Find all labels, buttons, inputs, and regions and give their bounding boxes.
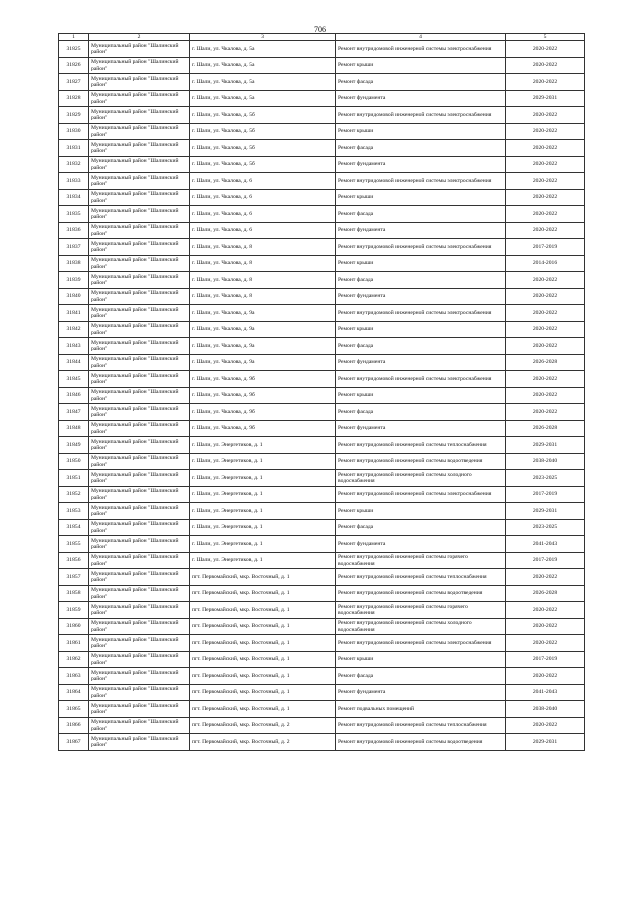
cell-work-type: Ремонт фасада <box>336 206 506 223</box>
cell-period: 2029-2031 <box>506 503 585 520</box>
table-row <box>59 651 585 668</box>
column-header: 1 <box>59 34 89 41</box>
cell-record-number: 31850 <box>59 453 89 470</box>
cell-municipality: Муниципальный район "Шалинский район" <box>89 519 190 536</box>
cell-work-type: Ремонт крыши <box>336 321 506 338</box>
cell-record-number: 31828 <box>59 90 89 107</box>
cell-work-type: Ремонт фундамента <box>336 684 506 701</box>
cell-record-number: 31842 <box>59 321 89 338</box>
table-row <box>59 470 585 487</box>
cell-address: г. Шали, ул. Чкалова, д. 9а <box>190 305 336 322</box>
cell-address: г. Шали, ул. Энергетиков, д. 1 <box>190 536 336 553</box>
cell-work-type: Ремонт внутридомовой инженерной системы электроснабжения <box>336 486 506 503</box>
cell-address: г. Шали, ул. Чкалова, д. 5а <box>190 90 336 107</box>
cell-work-type: Ремонт фундамента <box>336 536 506 553</box>
cell-work-type: Ремонт внутридомовой инженерной системы водоотведения <box>336 734 506 751</box>
cell-municipality: Муниципальный район "Шалинский район" <box>89 668 190 685</box>
cell-record-number: 31845 <box>59 371 89 388</box>
table-row <box>59 288 585 305</box>
cell-period: 2020-2022 <box>506 635 585 652</box>
cell-record-number: 31829 <box>59 107 89 124</box>
cell-record-number: 31840 <box>59 288 89 305</box>
cell-address: г. Шали, ул. Чкалова, д. 9б <box>190 371 336 388</box>
cell-municipality: Муниципальный район "Шалинский район" <box>89 57 190 74</box>
cell-address: пгт. Первомайский, мкр. Восточный, д. 1 <box>190 618 336 635</box>
cell-work-type: Ремонт внутридомовой инженерной системы электроснабжения <box>336 107 506 124</box>
cell-record-number: 31843 <box>59 338 89 355</box>
cell-municipality: Муниципальный район "Шалинский район" <box>89 206 190 223</box>
table-row <box>59 453 585 470</box>
cell-record-number: 31860 <box>59 618 89 635</box>
cell-municipality: Муниципальный район "Шалинский район" <box>89 189 190 206</box>
cell-municipality: Муниципальный район "Шалинский район" <box>89 717 190 734</box>
cell-period: 2020-2022 <box>506 569 585 586</box>
cell-period: 2020-2022 <box>506 387 585 404</box>
cell-period: 2017-2019 <box>506 486 585 503</box>
cell-municipality: Муниципальный район "Шалинский район" <box>89 437 190 454</box>
column-header: 4 <box>336 34 506 41</box>
cell-record-number: 31864 <box>59 684 89 701</box>
table-row <box>59 701 585 718</box>
cell-record-number: 31853 <box>59 503 89 520</box>
cell-work-type: Ремонт крыши <box>336 387 506 404</box>
table-row <box>59 536 585 553</box>
cell-period: 2026-2028 <box>506 420 585 437</box>
cell-address: г. Шали, ул. Чкалова, д. 6 <box>190 222 336 239</box>
cell-period: 2020-2022 <box>506 123 585 140</box>
cell-record-number: 31832 <box>59 156 89 173</box>
cell-work-type: Ремонт крыши <box>336 651 506 668</box>
table-row <box>59 717 585 734</box>
cell-period: 2029-2031 <box>506 734 585 751</box>
cell-address: пгт. Первомайский, мкр. Восточный, д. 1 <box>190 651 336 668</box>
cell-address: г. Шали, ул. Энергетиков, д. 1 <box>190 486 336 503</box>
cell-period: 2020-2022 <box>506 173 585 190</box>
cell-address: пгт. Первомайский, мкр. Восточный, д. 2 <box>190 717 336 734</box>
cell-municipality: Муниципальный район "Шалинский район" <box>89 140 190 157</box>
cell-work-type: Ремонт фасада <box>336 272 506 289</box>
cell-municipality: Муниципальный район "Шалинский район" <box>89 288 190 305</box>
cell-period: 2020-2022 <box>506 371 585 388</box>
cell-record-number: 31846 <box>59 387 89 404</box>
cell-address: г. Шали, ул. Чкалова, д. 9б <box>190 420 336 437</box>
table-row <box>59 123 585 140</box>
cell-municipality: Муниципальный район "Шалинский район" <box>89 272 190 289</box>
cell-record-number: 31839 <box>59 272 89 289</box>
cell-work-type: Ремонт фасада <box>336 338 506 355</box>
table-row <box>59 668 585 685</box>
cell-work-type: Ремонт фундамента <box>336 420 506 437</box>
cell-period: 2020-2022 <box>506 602 585 619</box>
cell-municipality: Муниципальный район "Шалинский район" <box>89 552 190 569</box>
cell-work-type: Ремонт внутридомовой инженерной системы электроснабжения <box>336 239 506 256</box>
cell-period: 2020-2022 <box>506 618 585 635</box>
cell-work-type: Ремонт крыши <box>336 255 506 272</box>
cell-municipality: Муниципальный район "Шалинский район" <box>89 305 190 322</box>
cell-address: г. Шали, ул. Чкалова, д. 8 <box>190 272 336 289</box>
cell-municipality: Муниципальный район "Шалинский район" <box>89 41 190 58</box>
column-header: 5 <box>506 34 585 41</box>
cell-municipality: Муниципальный район "Шалинский район" <box>89 536 190 553</box>
cell-work-type: Ремонт внутридомовой инженерной системы электроснабжения <box>336 635 506 652</box>
cell-work-type: Ремонт внутридомовой инженерной системы холодного водоснабжения <box>336 470 506 487</box>
table-row <box>59 486 585 503</box>
cell-address: г. Шали, ул. Чкалова, д. 8 <box>190 239 336 256</box>
table-row <box>59 156 585 173</box>
cell-work-type: Ремонт фундамента <box>336 354 506 371</box>
cell-record-number: 31851 <box>59 470 89 487</box>
table-row <box>59 618 585 635</box>
table-row <box>59 354 585 371</box>
cell-municipality: Муниципальный район "Шалинский район" <box>89 420 190 437</box>
cell-address: г. Шали, ул. Чкалова, д. 9б <box>190 404 336 421</box>
cell-address: г. Шали, ул. Чкалова, д. 5б <box>190 107 336 124</box>
cell-work-type: Ремонт фасада <box>336 140 506 157</box>
cell-address: г. Шали, ул. Чкалова, д. 8 <box>190 288 336 305</box>
cell-record-number: 31858 <box>59 585 89 602</box>
cell-period: 2017-2019 <box>506 239 585 256</box>
cell-period: 2038-2040 <box>506 453 585 470</box>
cell-municipality: Муниципальный район "Шалинский район" <box>89 321 190 338</box>
cell-address: г. Шали, ул. Чкалова, д. 5б <box>190 123 336 140</box>
cell-period: 2020-2022 <box>506 222 585 239</box>
cell-work-type: Ремонт внутридомовой инженерной системы электроснабжения <box>336 173 506 190</box>
cell-work-type: Ремонт внутридомовой инженерной системы электроснабжения <box>336 371 506 388</box>
cell-period: 2017-2019 <box>506 552 585 569</box>
cell-period: 2020-2022 <box>506 404 585 421</box>
cell-address: г. Шали, ул. Энергетиков, д. 1 <box>190 552 336 569</box>
cell-work-type: Ремонт внутридомовой инженерной системы горячего водоснабжения <box>336 552 506 569</box>
cell-work-type: Ремонт внутридомовой инженерной системы теплоснабжения <box>336 437 506 454</box>
cell-municipality: Муниципальный район "Шалинский район" <box>89 338 190 355</box>
cell-record-number: 31865 <box>59 701 89 718</box>
cell-municipality: Муниципальный район "Шалинский район" <box>89 453 190 470</box>
table-row <box>59 602 585 619</box>
cell-municipality: Муниципальный район "Шалинский район" <box>89 404 190 421</box>
cell-period: 2020-2022 <box>506 107 585 124</box>
table-row <box>59 321 585 338</box>
cell-period: 2020-2022 <box>506 74 585 91</box>
cell-municipality: Муниципальный район "Шалинский район" <box>89 470 190 487</box>
table-row <box>59 305 585 322</box>
table-row <box>59 734 585 751</box>
cell-record-number: 31844 <box>59 354 89 371</box>
table-row <box>59 569 585 586</box>
cell-record-number: 31830 <box>59 123 89 140</box>
table-row <box>59 635 585 652</box>
cell-work-type: Ремонт внутридомовой инженерной системы водоотведения <box>336 453 506 470</box>
cell-municipality: Муниципальный район "Шалинский район" <box>89 255 190 272</box>
cell-address: г. Шали, ул. Чкалова, д. 5а <box>190 41 336 58</box>
column-header: 2 <box>89 34 190 41</box>
cell-work-type: Ремонт внутридомовой инженерной системы теплоснабжения <box>336 569 506 586</box>
cell-period: 2020-2022 <box>506 321 585 338</box>
cell-address: г. Шали, ул. Чкалова, д. 9а <box>190 321 336 338</box>
cell-municipality: Муниципальный район "Шалинский район" <box>89 173 190 190</box>
cell-record-number: 31831 <box>59 140 89 157</box>
cell-address: пгт. Первомайский, мкр. Восточный, д. 1 <box>190 668 336 685</box>
cell-address: пгт. Первомайский, мкр. Восточный, д. 1 <box>190 701 336 718</box>
cell-period: 2020-2022 <box>506 305 585 322</box>
cell-address: г. Шали, ул. Чкалова, д. 5б <box>190 140 336 157</box>
cell-period: 2020-2022 <box>506 272 585 289</box>
cell-record-number: 31866 <box>59 717 89 734</box>
cell-municipality: Муниципальный район "Шалинский район" <box>89 651 190 668</box>
cell-address: г. Шали, ул. Чкалова, д. 6 <box>190 173 336 190</box>
cell-municipality: Муниципальный район "Шалинский район" <box>89 354 190 371</box>
cell-municipality: Муниципальный район "Шалинский район" <box>89 123 190 140</box>
cell-work-type: Ремонт внутридомовой инженерной системы теплоснабжения <box>336 717 506 734</box>
cell-address: г. Шали, ул. Чкалова, д. 6 <box>190 189 336 206</box>
cell-address: г. Шали, ул. Чкалова, д. 8 <box>190 255 336 272</box>
cell-record-number: 31847 <box>59 404 89 421</box>
table-row <box>59 503 585 520</box>
cell-work-type: Ремонт внутридомовой инженерной системы горячего водоснабжения <box>336 602 506 619</box>
table-row <box>59 404 585 421</box>
table-row <box>59 437 585 454</box>
cell-record-number: 31827 <box>59 74 89 91</box>
cell-period: 2023-2025 <box>506 519 585 536</box>
cell-work-type: Ремонт крыши <box>336 189 506 206</box>
cell-record-number: 31857 <box>59 569 89 586</box>
cell-municipality: Муниципальный район "Шалинский район" <box>89 684 190 701</box>
cell-period: 2020-2022 <box>506 41 585 58</box>
cell-municipality: Муниципальный район "Шалинский район" <box>89 569 190 586</box>
cell-address: пгт. Первомайский, мкр. Восточный, д. 1 <box>190 684 336 701</box>
page-number: 706 <box>314 25 326 34</box>
cell-record-number: 31826 <box>59 57 89 74</box>
cell-work-type: Ремонт подвальных помещений <box>336 701 506 718</box>
cell-address: пгт. Первомайский, мкр. Восточный, д. 1 <box>190 602 336 619</box>
cell-work-type: Ремонт фасада <box>336 74 506 91</box>
cell-period: 2041-2043 <box>506 536 585 553</box>
cell-work-type: Ремонт крыши <box>336 57 506 74</box>
cell-municipality: Муниципальный район "Шалинский район" <box>89 222 190 239</box>
cell-municipality: Муниципальный район "Шалинский район" <box>89 239 190 256</box>
cell-record-number: 31849 <box>59 437 89 454</box>
table-row <box>59 371 585 388</box>
cell-address: г. Шали, ул. Чкалова, д. 9а <box>190 338 336 355</box>
cell-period: 2017-2019 <box>506 651 585 668</box>
table-row <box>59 41 585 58</box>
cell-record-number: 31855 <box>59 536 89 553</box>
cell-municipality: Муниципальный район "Шалинский район" <box>89 602 190 619</box>
repair-schedule-table <box>58 33 585 751</box>
cell-period: 2023-2025 <box>506 470 585 487</box>
cell-period: 2020-2022 <box>506 57 585 74</box>
cell-address: пгт. Первомайский, мкр. Восточный, д. 1 <box>190 569 336 586</box>
table-row <box>59 255 585 272</box>
cell-record-number: 31825 <box>59 41 89 58</box>
cell-municipality: Муниципальный район "Шалинский район" <box>89 107 190 124</box>
cell-municipality: Муниципальный район "Шалинский район" <box>89 585 190 602</box>
cell-work-type: Ремонт внутридомовой инженерной системы электроснабжения <box>336 41 506 58</box>
cell-record-number: 31863 <box>59 668 89 685</box>
cell-record-number: 31856 <box>59 552 89 569</box>
table-row <box>59 684 585 701</box>
cell-address: г. Шали, ул. Энергетиков, д. 1 <box>190 470 336 487</box>
cell-period: 2026-2028 <box>506 585 585 602</box>
table-row <box>59 222 585 239</box>
cell-record-number: 31837 <box>59 239 89 256</box>
cell-period: 2020-2022 <box>506 288 585 305</box>
cell-record-number: 31848 <box>59 420 89 437</box>
table-row <box>59 90 585 107</box>
cell-address: г. Шали, ул. Чкалова, д. 9а <box>190 354 336 371</box>
cell-address: г. Шали, ул. Чкалова, д. 5а <box>190 74 336 91</box>
table-row <box>59 420 585 437</box>
cell-address: г. Шали, ул. Чкалова, д. 5б <box>190 156 336 173</box>
cell-record-number: 31833 <box>59 173 89 190</box>
cell-municipality: Муниципальный район "Шалинский район" <box>89 618 190 635</box>
cell-work-type: Ремонт фундамента <box>336 222 506 239</box>
cell-work-type: Ремонт внутридомовой инженерной системы электроснабжения <box>336 305 506 322</box>
cell-period: 2020-2022 <box>506 338 585 355</box>
table-row <box>59 107 585 124</box>
cell-work-type: Ремонт фасада <box>336 668 506 685</box>
table-row <box>59 519 585 536</box>
cell-work-type: Ремонт фундамента <box>336 156 506 173</box>
table-row <box>59 387 585 404</box>
cell-municipality: Муниципальный район "Шалинский район" <box>89 503 190 520</box>
table-row <box>59 206 585 223</box>
table-row <box>59 140 585 157</box>
table-row <box>59 272 585 289</box>
cell-municipality: Муниципальный район "Шалинский район" <box>89 90 190 107</box>
table-row <box>59 173 585 190</box>
table-row <box>59 338 585 355</box>
cell-municipality: Муниципальный район "Шалинский район" <box>89 486 190 503</box>
cell-record-number: 31867 <box>59 734 89 751</box>
cell-work-type: Ремонт крыши <box>336 123 506 140</box>
cell-address: г. Шали, ул. Чкалова, д. 6 <box>190 206 336 223</box>
cell-record-number: 31862 <box>59 651 89 668</box>
cell-address: г. Шали, ул. Энергетиков, д. 1 <box>190 503 336 520</box>
cell-municipality: Муниципальный район "Шалинский район" <box>89 371 190 388</box>
cell-period: 2020-2022 <box>506 156 585 173</box>
cell-record-number: 31841 <box>59 305 89 322</box>
table-row <box>59 74 585 91</box>
cell-municipality: Муниципальный район "Шалинский район" <box>89 701 190 718</box>
cell-address: пгт. Первомайский, мкр. Восточный, д. 1 <box>190 585 336 602</box>
cell-period: 2020-2022 <box>506 189 585 206</box>
table-row <box>59 552 585 569</box>
cell-address: г. Шали, ул. Энергетиков, д. 1 <box>190 437 336 454</box>
cell-record-number: 31854 <box>59 519 89 536</box>
cell-work-type: Ремонт фундамента <box>336 90 506 107</box>
cell-work-type: Ремонт крыши <box>336 503 506 520</box>
cell-municipality: Муниципальный район "Шалинский район" <box>89 74 190 91</box>
cell-work-type: Ремонт внутридомовой инженерной системы водоотведения <box>336 585 506 602</box>
cell-address: г. Шали, ул. Чкалова, д. 5а <box>190 57 336 74</box>
cell-record-number: 31835 <box>59 206 89 223</box>
table-row <box>59 57 585 74</box>
cell-municipality: Муниципальный район "Шалинский район" <box>89 635 190 652</box>
cell-period: 2026-2028 <box>506 354 585 371</box>
column-header: 3 <box>190 34 336 41</box>
cell-period: 2014-2016 <box>506 255 585 272</box>
cell-work-type: Ремонт фундамента <box>336 288 506 305</box>
cell-period: 2029-2031 <box>506 90 585 107</box>
table-header-row <box>59 34 585 41</box>
cell-record-number: 31859 <box>59 602 89 619</box>
table-row <box>59 189 585 206</box>
cell-period: 2041-2043 <box>506 684 585 701</box>
cell-period: 2020-2022 <box>506 668 585 685</box>
cell-record-number: 31852 <box>59 486 89 503</box>
cell-address: г. Шали, ул. Энергетиков, д. 1 <box>190 453 336 470</box>
cell-address: пгт. Первомайский, мкр. Восточный, д. 1 <box>190 635 336 652</box>
cell-record-number: 31834 <box>59 189 89 206</box>
cell-municipality: Муниципальный район "Шалинский район" <box>89 734 190 751</box>
cell-address: пгт. Первомайский, мкр. Восточный, д. 2 <box>190 734 336 751</box>
table-row <box>59 239 585 256</box>
cell-municipality: Муниципальный район "Шалинский район" <box>89 156 190 173</box>
cell-address: г. Шали, ул. Энергетиков, д. 1 <box>190 519 336 536</box>
cell-record-number: 31838 <box>59 255 89 272</box>
cell-period: 2020-2022 <box>506 206 585 223</box>
table-row <box>59 585 585 602</box>
cell-work-type: Ремонт фасада <box>336 519 506 536</box>
cell-period: 2029-2031 <box>506 437 585 454</box>
cell-period: 2038-2040 <box>506 701 585 718</box>
cell-address: г. Шали, ул. Чкалова, д. 9б <box>190 387 336 404</box>
cell-period: 2020-2022 <box>506 140 585 157</box>
cell-work-type: Ремонт внутридомовой инженерной системы холодного водоснабжения <box>336 618 506 635</box>
cell-period: 2020-2022 <box>506 717 585 734</box>
cell-record-number: 31836 <box>59 222 89 239</box>
cell-municipality: Муниципальный район "Шалинский район" <box>89 387 190 404</box>
cell-record-number: 31861 <box>59 635 89 652</box>
cell-work-type: Ремонт фасада <box>336 404 506 421</box>
